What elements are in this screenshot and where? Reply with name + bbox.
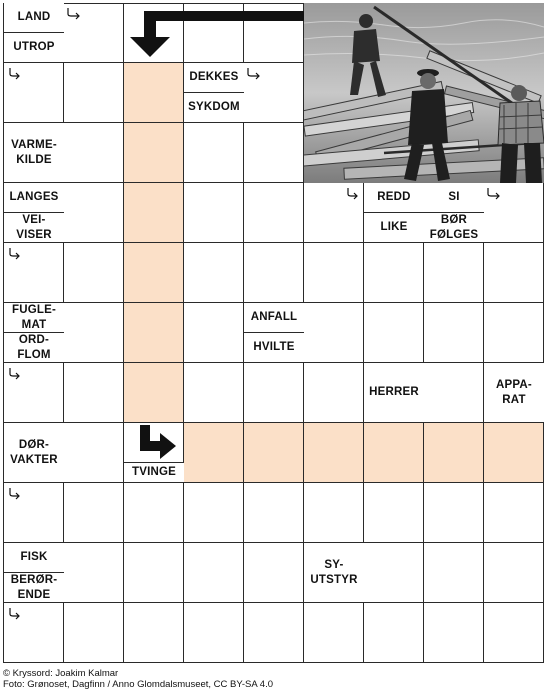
answer-cell[interactable]: [244, 543, 304, 603]
answer-cell[interactable]: [304, 243, 364, 303]
log-driving-photo: [304, 3, 544, 183]
answer-cell[interactable]: [304, 603, 364, 663]
answer-cell[interactable]: [424, 603, 484, 663]
answer-cell[interactable]: [424, 303, 484, 363]
answer-cell[interactable]: [244, 423, 304, 483]
clue-si: SI: [424, 183, 484, 212]
answer-cell[interactable]: [304, 423, 364, 483]
answer-cell[interactable]: [64, 63, 124, 123]
clue-langes: LANGES: [4, 183, 64, 212]
clue-like: LIKE: [364, 212, 424, 242]
clue-apparat: APPA- RAT: [484, 363, 544, 422]
answer-cell[interactable]: [364, 483, 424, 543]
crossword-credit: © Kryssord: Joakim Kalmar: [3, 668, 119, 679]
answer-cell[interactable]: [184, 603, 244, 663]
answer-cell[interactable]: [64, 123, 124, 183]
answer-cell[interactable]: [184, 243, 244, 303]
clue-redd: REDD: [364, 183, 424, 212]
answer-cell[interactable]: [64, 363, 124, 423]
answer-cell[interactable]: [184, 363, 244, 423]
answer-cell[interactable]: [364, 243, 424, 303]
answer-cell[interactable]: [424, 543, 484, 603]
clue-veiviser: VEI- VISER: [4, 212, 64, 242]
answer-cell[interactable]: [184, 483, 244, 543]
answer-cell[interactable]: [64, 483, 124, 543]
clue-varmekilde: VARME- KILDE: [4, 123, 64, 182]
clue-fuglemat: FUGLE- MAT: [4, 303, 64, 332]
answer-cell[interactable]: [484, 423, 544, 483]
answer-cell[interactable]: [364, 603, 424, 663]
hook-arrow-down-icon: [8, 606, 24, 622]
clue-tvinge: TVINGE: [124, 462, 184, 482]
answer-cell[interactable]: [124, 63, 184, 123]
answer-cell[interactable]: [484, 243, 544, 303]
hook-arrow-down-icon: [8, 66, 24, 82]
answer-cell[interactable]: [424, 483, 484, 543]
answer-cell[interactable]: [124, 603, 184, 663]
clue-syutstyr: SY- UTSTYR: [304, 543, 364, 602]
answer-cell[interactable]: [364, 303, 424, 363]
answer-cell[interactable]: [484, 303, 544, 363]
answer-cell[interactable]: [64, 243, 124, 303]
clue-fisk: FISK: [4, 543, 64, 572]
answer-cell[interactable]: [484, 483, 544, 543]
clue-utrop: UTROP: [4, 32, 64, 62]
clue-dekkes: DEKKES: [184, 63, 244, 92]
answer-cell[interactable]: [64, 303, 124, 363]
answer-cell[interactable]: [124, 543, 184, 603]
answer-cell[interactable]: [484, 603, 544, 663]
answer-cell[interactable]: [244, 243, 304, 303]
hook-arrow-right-icon: [246, 66, 262, 82]
clue-land: LAND: [4, 3, 64, 32]
answer-cell[interactable]: [64, 603, 124, 663]
answer-cell[interactable]: [184, 423, 244, 483]
answer-cell[interactable]: [184, 543, 244, 603]
answer-cell[interactable]: [424, 243, 484, 303]
answer-cell[interactable]: [304, 483, 364, 543]
answer-cell[interactable]: [244, 603, 304, 663]
answer-cell[interactable]: [64, 543, 124, 603]
answer-cell[interactable]: [424, 363, 484, 423]
answer-cell[interactable]: [484, 543, 544, 603]
answer-cell[interactable]: [184, 183, 244, 243]
photo-credit: Foto: Grønoset, Dagfinn / Anno Glomdalsmuseet, CC BY-SA 4.0: [3, 679, 274, 690]
clue-bor-folges: BØR FØLGES: [424, 212, 484, 242]
answer-cell[interactable]: [124, 483, 184, 543]
hook-arrow-right-icon: [486, 186, 502, 202]
answer-cell[interactable]: [304, 363, 364, 423]
answer-cell[interactable]: [124, 123, 184, 183]
clue-hvilte: HVILTE: [244, 332, 304, 362]
big-down-arrow-icon: [124, 3, 304, 63]
answer-cell[interactable]: [64, 423, 124, 483]
clue-dorvakter: DØR- VAKTER: [4, 423, 64, 482]
answer-cell[interactable]: [364, 423, 424, 483]
clue-berorende: BERØR- ENDE: [4, 572, 64, 602]
clue-anfall: ANFALL: [244, 303, 304, 332]
answer-cell[interactable]: [124, 243, 184, 303]
clue-ordflom: ORD- FLOM: [4, 332, 64, 362]
hook-arrow-down-icon: [8, 366, 24, 382]
hook-arrow-down-icon: [346, 186, 362, 202]
big-turn-right-arrow-icon: [124, 423, 184, 463]
answer-cell[interactable]: [424, 423, 484, 483]
answer-cell[interactable]: [64, 183, 124, 243]
answer-cell[interactable]: [244, 483, 304, 543]
answer-cell[interactable]: [244, 183, 304, 243]
answer-cell[interactable]: [244, 123, 304, 183]
answer-cell[interactable]: [364, 543, 424, 603]
answer-cell[interactable]: [124, 183, 184, 243]
hook-arrow-down-icon: [8, 486, 24, 502]
answer-cell[interactable]: [244, 363, 304, 423]
answer-cell[interactable]: [124, 363, 184, 423]
clue-herrer: HERRER: [364, 363, 424, 422]
hook-arrow-down-icon: [8, 246, 24, 262]
answer-cell[interactable]: [184, 123, 244, 183]
answer-cell[interactable]: [124, 303, 184, 363]
clue-sykdom: SYKDOM: [184, 92, 244, 122]
answer-cell[interactable]: [184, 303, 244, 363]
answer-cell[interactable]: [304, 303, 364, 363]
hook-arrow-right-icon: [66, 6, 82, 22]
